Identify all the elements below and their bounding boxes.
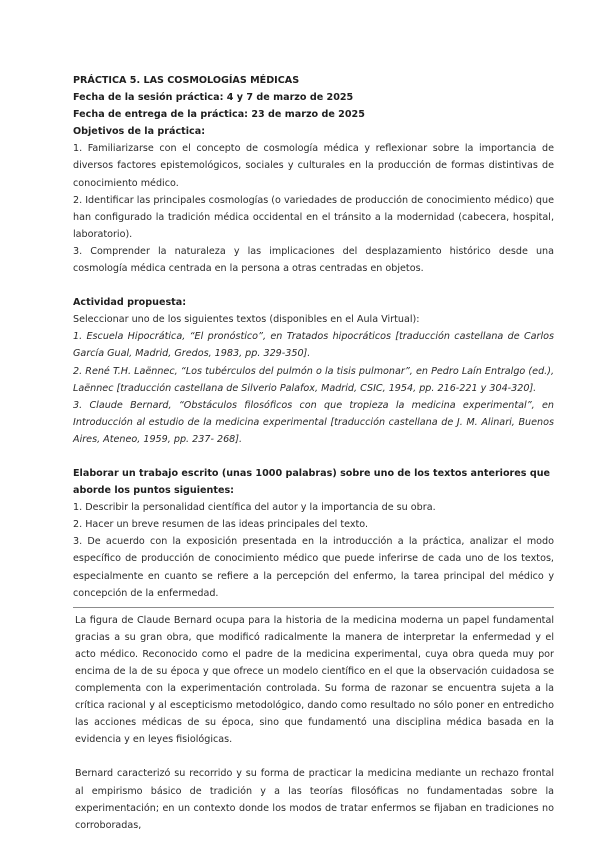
assignment-point: 2. Hacer un breve resumen de las ideas principales del texto. [73,519,369,531]
spacer [73,448,554,465]
reading-item: 2. René T.H. Laënnec, “Los tubérculos del pulmón o la tisis pulmonar”, en Pedro Laín Entralgo (ed.), Laënnec [traducción castellana de Silverio Palafox, Madrid, CSIC, 1954, pp. 216-221 y 304-320]. [73,365,554,394]
reading-item: 1. Escuela Hipocrática, “El pronóstico”, en Tratados hipocráticos [traducción castellana de Carlos García Gual, Madrid, Gredos, 1983, pp. 329-350]. [73,331,554,360]
essay-paragraph: La figura de Claude Bernard ocupa para la historia de la medicina moderna un papel fundamental gracias a su gran obra, que modificó radicalmente la manera de interpretar la enfermedad y el acto médico. Reconocido como el padre de la medicina experimental, cuya obra queda muy por encima de la de su época y que ofrece un modelo científico en el que la observación cuidadosa se complementa con la experimentación controlada. Su forma de razonar se encuentra sujeta a la crítica racional y al escepticismo metodológico, dando como resultado no sólo poner en entredicho las acciones médicas de su época, sino que fundamentó una disciplina médica basada en la evidencia y en leyes fisiológicas. [75,614,554,746]
objective-item: 1. Familiarizarse con el concepto de cosmología médica y reflexionar sobre la importancia de diversos factores epistemológicos, sociales y culturales en la producción de formas distintivas de conocimiento médico. [73,143,554,189]
delivery-date: Fecha de entrega de la práctica: 23 de marzo de 2025 [73,109,365,121]
objective-item: 2. Identificar las principales cosmologías (o variedades de producción de conocimiento médico) que han configurado la tradición médica occidental en el tránsito a la modernidad (cabecera, hospital, laboratorio). [73,194,554,240]
spacer [75,748,554,765]
objective-item: 3. Comprender la naturaleza y las implicaciones del desplazamiento histórico desde una cosmología médica centrada en la persona a otras centradas en objetos. [73,245,554,275]
assignment-point: 1. Describir la personalidad científica del autor y la importancia de su obra. [73,502,436,514]
assignment-point: 3. De acuerdo con la exposición presentada en la introducción a la práctica, analizar el modo específico de producción de conocimiento médico que puede inferirse de cada uno de los textos, especialmente en cuanto se refiere a la percepción del enfermo, la tarea principal del médico y concepción de la enfermedad. [73,536,554,599]
session-date: Fecha de la sesión práctica: 4 y 7 de marzo de 2025 [73,92,354,104]
reading-item: 3. Claude Bernard, “Obstáculos filosóficos con que tropieza la medicina experimental”, en Introducción al estudio de la medicina experimental [traducción castellana de J. M. Alinari, Buenos Aires, Ateneo, 1959, pp. 237- 268]. [73,399,554,445]
objectives-heading: Objetivos de la práctica: [73,126,206,138]
essay-body [73,612,554,834]
spacer [73,277,554,294]
assignment-heading: Elaborar un trabajo escrito (unas 1000 palabras) sobre uno de los textos anteriores que aborde los puntos siguientes: [73,467,551,497]
activity-intro: Seleccionar uno de los siguientes textos (disponibles en el Aula Virtual): [73,314,420,326]
activity-heading: Actividad propuesta: [73,297,187,309]
essay-paragraph: Bernard caracterizó su recorrido y su forma de practicar la medicina mediante un rechazo frontal al empirismo básico de tradición y a las teorías filosóficas no fundamentadas sobre la experimentación; en un contexto donde los modos de tratar enfermos se fijaban en tradiciones no corroboradas, [75,768,554,831]
section-divider [73,607,554,608]
page-title: PRÁCTICA 5. LAS COSMOLOGÍAS MÉDICAS [73,75,300,86]
